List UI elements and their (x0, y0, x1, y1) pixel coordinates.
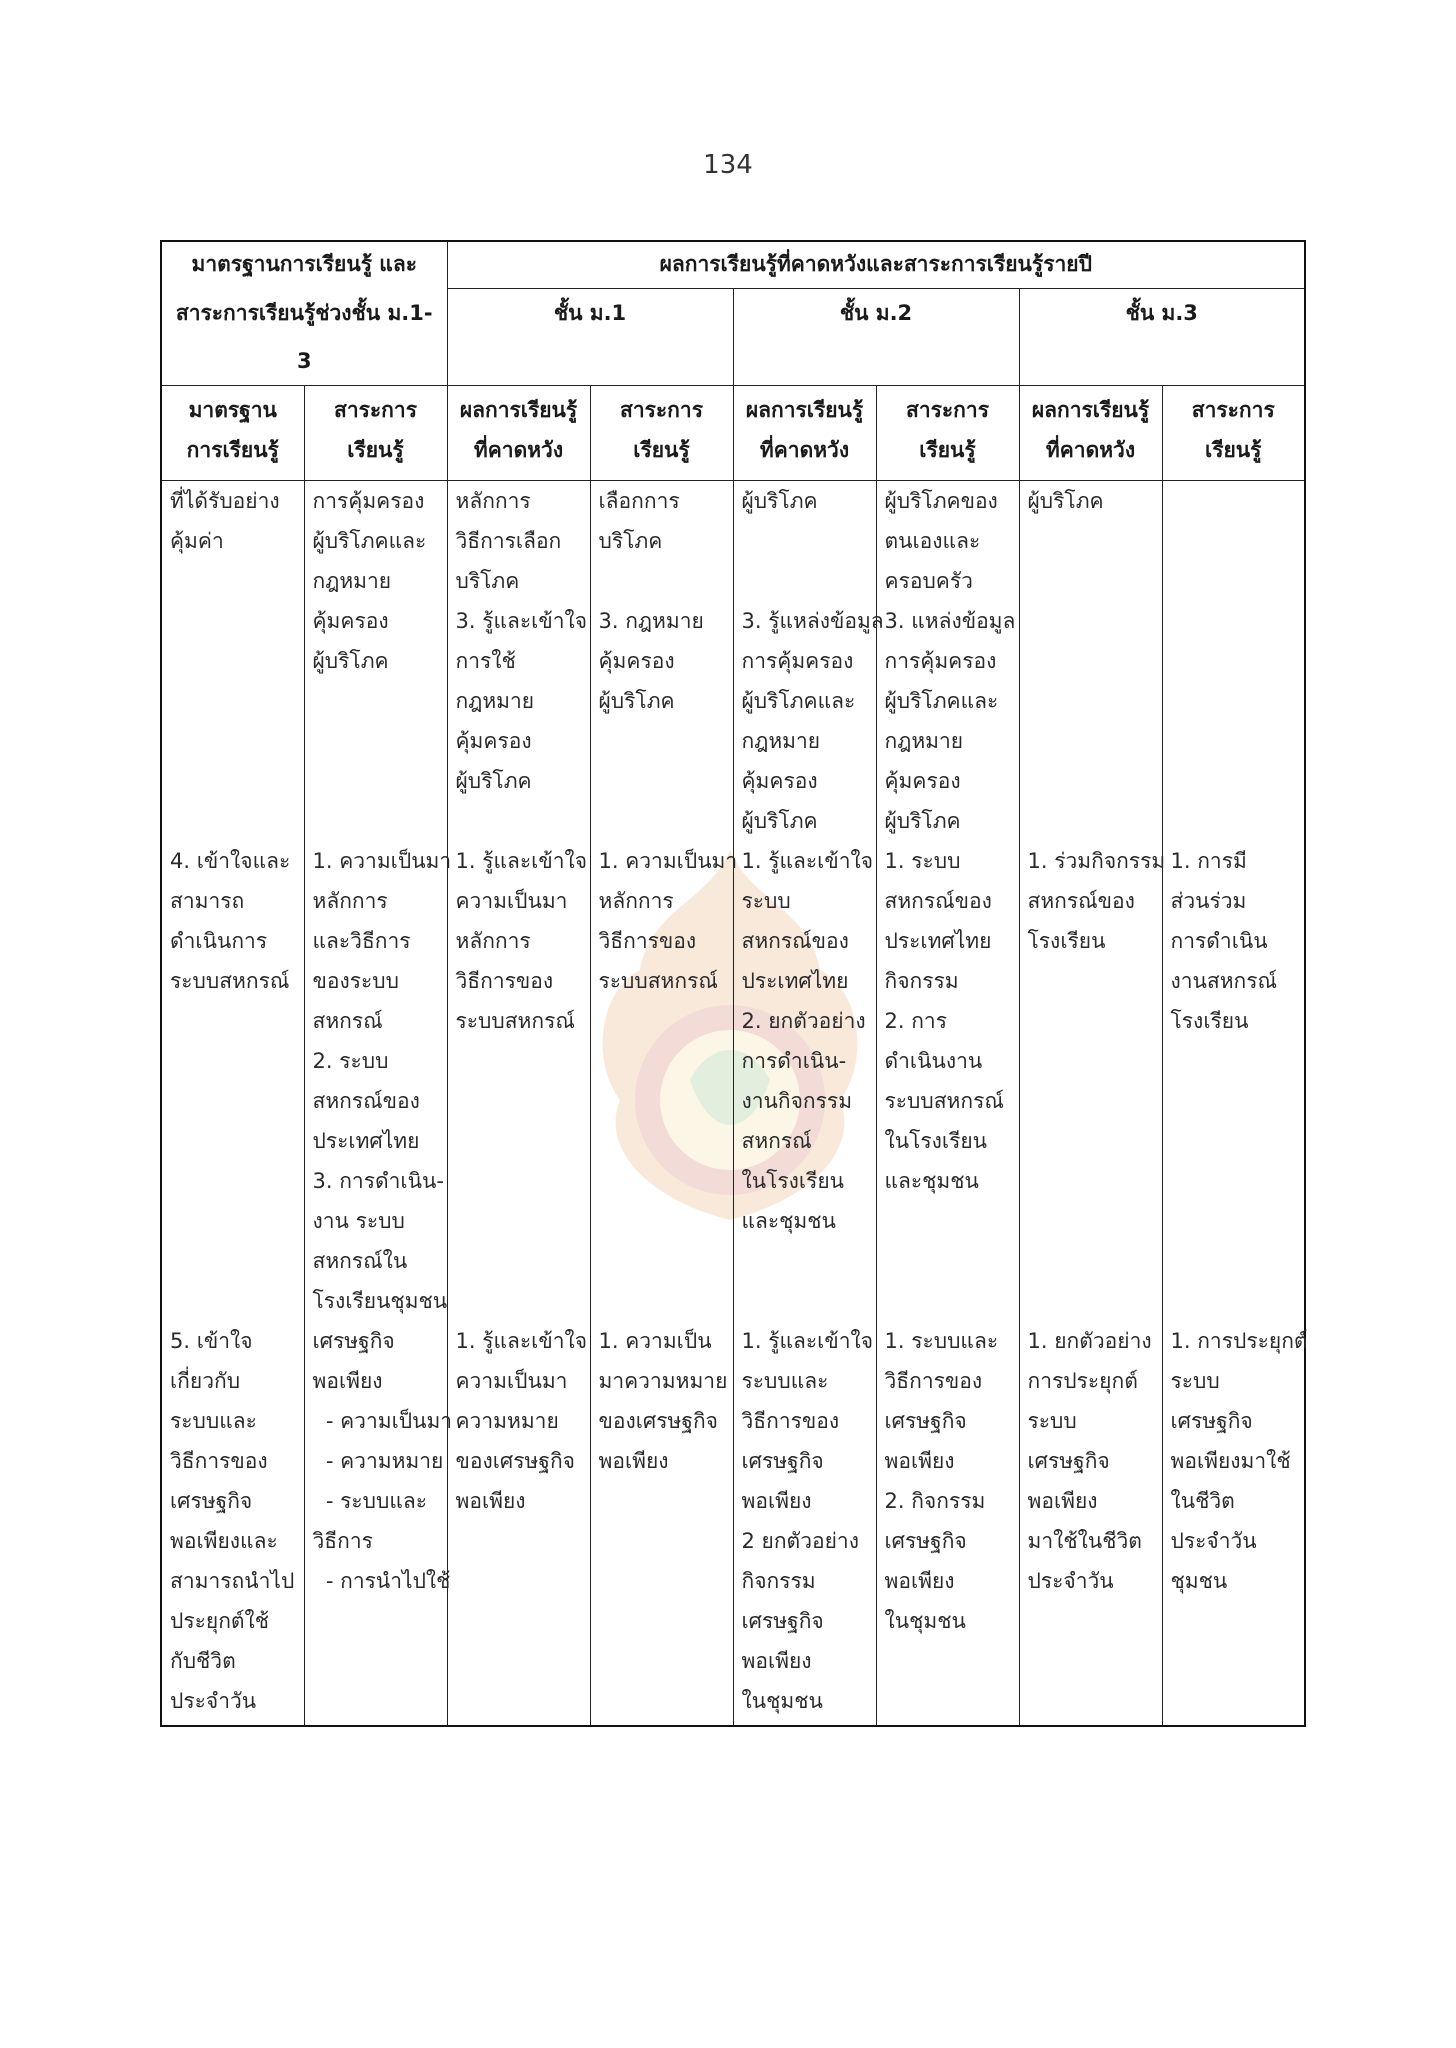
table-cell (1162, 841, 1305, 1321)
table-cell (733, 480, 884, 841)
cell-text-line: มาใช้ในชีวิต (1027, 1528, 1142, 1553)
cell-text-line: ดำเนินการ (170, 928, 268, 953)
column-header (1162, 385, 1305, 480)
cell-text-line: พอเพียงมาใช้ (1170, 1448, 1291, 1473)
cell-text-line: เศรษฐกิจ (741, 1448, 824, 1473)
cell-text-line: งานกิจกรรม (741, 1088, 853, 1113)
cell-text-line: ความเป็นมา (455, 1368, 568, 1393)
table-cell (447, 1321, 590, 1726)
cell-text-line: สามารถนำไป (170, 1568, 295, 1593)
table-cell (876, 841, 1019, 1321)
cell-text-line: ระบบสหกรณ์ (884, 1088, 1004, 1113)
column-header-line: ที่คาดหวัง (473, 437, 564, 462)
column-header-line: สาระการ (906, 397, 989, 422)
cell-text-line: หลักการ (312, 888, 388, 913)
cell-text-line: ในชีวิต (1170, 1488, 1235, 1513)
cell-text-line: พอเพียง (884, 1568, 955, 1593)
cell-text-line: ของเศรษฐกิจ (598, 1408, 718, 1433)
column-header-line: เรียนรู้ (1205, 437, 1262, 462)
cell-text-line: สหกรณ์ใน (312, 1248, 408, 1273)
cell-text-line: - การนำไปใช้ (312, 1568, 451, 1593)
cell-text-line: 1. การประยุกต์ (1170, 1328, 1308, 1353)
cell-text-line: 3. รู้แหล่งข้อมูล (741, 608, 884, 633)
cell-text-line: 1. รู้และเข้าใจ (741, 848, 874, 873)
cell-text-line: 1. ระบบ (884, 848, 961, 873)
column-header-line: ผลการเรียนรู้ (459, 397, 578, 422)
cell-text-line: เศรษฐกิจ (741, 1608, 824, 1633)
table-cell (1019, 480, 1162, 841)
cell-text-line: 2. กิจกรรม (884, 1488, 986, 1513)
cell-text-line: 3. รู้และเข้าใจ (455, 608, 588, 633)
table-cell (1162, 480, 1305, 841)
table-cell (876, 1321, 1019, 1726)
cell-text-line: 2. ระบบ (312, 1048, 389, 1073)
column-header-line: สาระการ (334, 397, 417, 422)
cell-text-line: พอเพียง (312, 1368, 383, 1393)
cell-text-line: ระบบและ (170, 1408, 257, 1433)
column-header-line: ที่คาดหวัง (1045, 437, 1136, 462)
cell-text-line: หลักการ (598, 888, 674, 913)
table-cell (590, 480, 733, 841)
cell-text-line: ระบบสหกรณ์ (455, 1008, 575, 1033)
cell-text-line: การประยุกต์ (1027, 1368, 1138, 1393)
curriculum-table (160, 240, 1306, 1727)
cell-text-line: วิธีการของ (170, 1448, 268, 1473)
cell-text-line: ในชุมชน (884, 1608, 966, 1633)
cell-text-line: ประจำวัน (1027, 1568, 1114, 1593)
cell-text-line: ผู้บริโภค (598, 688, 675, 713)
cell-text-line: ชุมชน (1170, 1568, 1228, 1593)
table-cell (590, 841, 738, 1321)
cell-text-line: - ระบบและ (312, 1488, 428, 1513)
cell-text-line: ที่ได้รับอย่าง (170, 488, 280, 513)
column-header-line: สาระการ (1191, 397, 1275, 422)
column-header (590, 385, 733, 480)
cell-text-line: 1. รู้และเข้าใจ (455, 848, 588, 873)
cell-text-line: หลักการ (455, 928, 531, 953)
cell-text-line: 1. รู้และเข้าใจ (455, 1328, 588, 1353)
cell-text-line: โรงเรียน (1170, 1008, 1249, 1033)
cell-text-line: 3. การดำเนิน- (312, 1168, 444, 1193)
table-cell (1019, 841, 1166, 1321)
cell-text-line: กฎหมาย (312, 568, 392, 593)
cell-text-line: 4. เข้าใจและ (170, 848, 291, 873)
cell-text-line: ในชุมชน (741, 1688, 823, 1713)
cell-text-line (742, 561, 868, 601)
table-cell (1019, 1321, 1162, 1726)
table-cell (161, 841, 304, 1321)
cell-text-line: 5. เข้าใจ (170, 1328, 253, 1353)
cell-text-line: ความหมาย (455, 1408, 559, 1433)
grade-header-m1: ชั้น ม.1 (447, 289, 733, 386)
cell-text-line: ประยุกต์ใช้ (170, 1608, 270, 1633)
cell-text-line: เศรษฐกิจ (1170, 1408, 1253, 1433)
cell-text-line: ผู้บริโภคและ (741, 688, 856, 713)
table-cell (161, 1321, 304, 1726)
column-header-line: เรียนรู้ (347, 437, 404, 462)
cell-text-line: 1. ความเป็นมา (312, 848, 452, 873)
cell-text-line: วิธีการของ (884, 1368, 983, 1393)
table-cell (447, 480, 590, 841)
cell-text-line: ความเป็นมา (455, 888, 568, 913)
cell-text-line: ผู้บริโภคของ (884, 488, 998, 513)
column-header (1019, 385, 1162, 480)
cell-text-line: คุ้มครอง (312, 608, 389, 633)
cell-text-line: กฎหมาย (455, 688, 535, 713)
cell-text-line: งานสหกรณ์ (1170, 968, 1278, 993)
table-cell (733, 1321, 876, 1726)
cell-text-line: 1. ความเป็น (598, 1328, 712, 1353)
table-cell (304, 480, 447, 841)
cell-text-line: กฎหมาย (741, 728, 821, 753)
cell-text-line: เศรษฐกิจ (170, 1488, 253, 1513)
cell-text-line: คุ้มครอง (741, 768, 818, 793)
cell-text-line: ผู้บริโภค (312, 648, 389, 673)
column-header-line: การเรียนรู้ (186, 437, 279, 462)
cell-text-line: 3. แหล่งข้อมูล (884, 608, 1016, 633)
column-header (733, 385, 876, 480)
cell-text-line: ประเทศไทย (741, 968, 849, 993)
cell-text-line: กิจกรรม (884, 968, 959, 993)
cell-text-line: เศรษฐกิจ (312, 1328, 395, 1353)
cell-text-line: การดำเนิน- (741, 1048, 847, 1073)
cell-text-line: 2. ยกตัวอย่าง (741, 1008, 866, 1033)
cell-text-line: วิธีการของ (598, 928, 697, 953)
outcomes-header: ผลการเรียนรู้ที่คาดหวังและสาระการเรียนรู้รายปี (447, 241, 1305, 289)
cell-text-line: วิธีการ (312, 1528, 373, 1553)
cell-text-line: สหกรณ์ (312, 1008, 383, 1033)
table-cell (733, 841, 876, 1321)
cell-text-line: ผู้บริโภค (1027, 488, 1104, 513)
table-cell (590, 1321, 733, 1726)
cell-text-line: ในโรงเรียน (741, 1168, 845, 1193)
cell-text-line: 1. ความเป็นมา (598, 848, 738, 873)
cell-text-line: เลือกการ (598, 488, 680, 513)
cell-text-line: ของระบบ (312, 968, 399, 993)
cell-text-line: ตนเองและ (884, 528, 981, 553)
cell-text-line: ครอบครัว (884, 568, 973, 593)
cell-text-line: วิธีการของ (741, 1408, 840, 1433)
cell-text-line: สหกรณ์ของ (741, 928, 849, 953)
column-header-line: ผลการเรียนรู้ (745, 397, 864, 422)
cell-text-line: ผู้บริโภคและ (884, 688, 999, 713)
standards-header: มาตรฐานการเรียนรู้ และ (161, 241, 447, 289)
cell-text-line: ดำเนินงาน (884, 1048, 983, 1073)
cell-text-line: เศรษฐกิจ (884, 1408, 967, 1433)
cell-text-line: งาน ระบบ (312, 1208, 405, 1233)
column-header (447, 385, 590, 480)
column-header-line: เรียนรู้ (919, 437, 976, 462)
cell-text-line: ประจำวัน (170, 1688, 257, 1713)
cell-text-line: ประเทศไทย (312, 1128, 420, 1153)
column-header (876, 385, 1019, 480)
cell-text-line: การคุ้มครอง (741, 648, 854, 673)
cell-text-line: และชุมชน (884, 1168, 979, 1193)
cell-text-line: กฎหมาย (884, 728, 964, 753)
cell-text-line: ของเศรษฐกิจ (455, 1448, 575, 1473)
cell-text-line: การใช้ (455, 648, 516, 673)
cell-text-line: ระบบ (1170, 1368, 1220, 1393)
cell-text-line: ระบบ (741, 888, 791, 913)
cell-text-line: ระบบสหกรณ์ (598, 968, 718, 993)
column-header-line: ผลการเรียนรู้ (1031, 397, 1150, 422)
grade-header-m3: ชั้น ม.3 (1019, 289, 1305, 386)
cell-text-line: กิจกรรม (741, 1568, 816, 1593)
cell-text-line: คุ้มครอง (598, 648, 675, 673)
cell-text-line: สหกรณ์ (741, 1128, 812, 1153)
cell-text-line: 3. กฎหมาย (598, 608, 704, 633)
cell-text-line (599, 561, 725, 601)
cell-text-line: กับชีวิต (170, 1648, 236, 1673)
cell-text-line: ระบบสหกรณ์ (170, 968, 290, 993)
cell-text-line: พอเพียง (741, 1648, 812, 1673)
cell-text-line: - ความหมาย (312, 1448, 444, 1473)
cell-text-line: หลักการ (455, 488, 531, 513)
page-number: 134 (703, 150, 753, 180)
cell-text-line: 1. การมี (1170, 848, 1247, 873)
cell-text-line: บริโภค (455, 568, 520, 593)
cell-text-line: ประจำวัน (1170, 1528, 1257, 1553)
column-header-line: สาระการ (620, 397, 703, 422)
table-cell (304, 1321, 453, 1726)
cell-text-line: การคุ้มครอง (312, 488, 425, 513)
cell-text-line: การคุ้มครอง (884, 648, 997, 673)
cell-text-line: สามารถ (170, 888, 245, 913)
cell-text-line: บริโภค (598, 528, 663, 553)
cell-text-line: 1. รู้และเข้าใจ (741, 1328, 874, 1353)
cell-text-line: พอเพียง (884, 1448, 955, 1473)
cell-text-line: ผู้บริโภค (741, 488, 818, 513)
cell-text-line: พอเพียง (1027, 1488, 1098, 1513)
cell-text-line: การดำเนิน (1170, 928, 1268, 953)
cell-text-line: วิธีการเลือก (455, 528, 562, 553)
cell-text-line (742, 521, 868, 561)
cell-text-line: สหกรณ์ของ (312, 1088, 420, 1113)
cell-text-line: ผู้บริโภค (741, 808, 818, 833)
cell-text-line: มาความหมาย (598, 1368, 728, 1393)
cell-text-line: พอเพียงและ (170, 1528, 278, 1553)
cell-text-line: คุ้มค่า (170, 528, 224, 553)
table-cell (447, 841, 590, 1321)
table-cell (304, 841, 452, 1321)
cell-text-line: 1. ระบบและ (884, 1328, 999, 1353)
cell-text-line: พอเพียง (598, 1448, 669, 1473)
cell-text-line: สหกรณ์ของ (884, 888, 992, 913)
table-cell (161, 480, 304, 841)
cell-text-line: วิธีการของ (455, 968, 554, 993)
cell-text-line: พอเพียง (455, 1488, 526, 1513)
cell-text-line: และวิธีการ (312, 928, 411, 953)
cell-text-line: ประเทศไทย (884, 928, 992, 953)
cell-text-line: ผู้บริโภค (884, 808, 961, 833)
cell-text-line: 1. ร่วมกิจกรรม (1027, 848, 1166, 873)
table-cell (1162, 1321, 1308, 1726)
cell-text-line: 2. การ (884, 1008, 947, 1033)
table-cell (876, 480, 1019, 841)
cell-text-line: 1. ยกตัวอย่าง (1027, 1328, 1152, 1353)
cell-text-line: ผู้บริโภค (455, 768, 532, 793)
cell-text-line: คุ้มครอง (455, 728, 532, 753)
column-header (304, 385, 447, 480)
cell-text-line: เศรษฐกิจ (884, 1528, 967, 1553)
cell-text-line: โรงเรียนชุมชน (312, 1288, 448, 1313)
cell-text-line: เกี่ยวกับ (170, 1368, 241, 1393)
column-header-line: ที่คาดหวัง (759, 437, 850, 462)
cell-text-line: โรงเรียน (1027, 928, 1106, 953)
cell-text-line: ส่วนร่วม (1170, 888, 1247, 913)
grade-header-m2: ชั้น ม.2 (733, 289, 1019, 386)
standards-header-line2: สาระการเรียนรู้ช่วงชั้น ม.1-3 (161, 289, 447, 386)
cell-text-line: ระบบ (1027, 1408, 1077, 1433)
cell-text-line: สหกรณ์ของ (1027, 888, 1135, 913)
cell-text-line: ในโรงเรียน (884, 1128, 988, 1153)
cell-text-line: ผู้บริโภคและ (312, 528, 427, 553)
cell-text-line: คุ้มครอง (884, 768, 961, 793)
column-header-line: มาตรฐาน (188, 397, 277, 422)
cell-text-line: และชุมชน (741, 1208, 836, 1233)
cell-text-line: พอเพียง (741, 1488, 812, 1513)
column-header-line: เรียนรู้ (633, 437, 690, 462)
cell-text-line: เศรษฐกิจ (1027, 1448, 1110, 1473)
cell-text-line: ระบบและ (741, 1368, 829, 1393)
column-header (161, 385, 304, 480)
cell-text-line: 2 ยกตัวอย่าง (741, 1528, 859, 1553)
cell-text-line: - ความเป็นมา (312, 1408, 453, 1433)
